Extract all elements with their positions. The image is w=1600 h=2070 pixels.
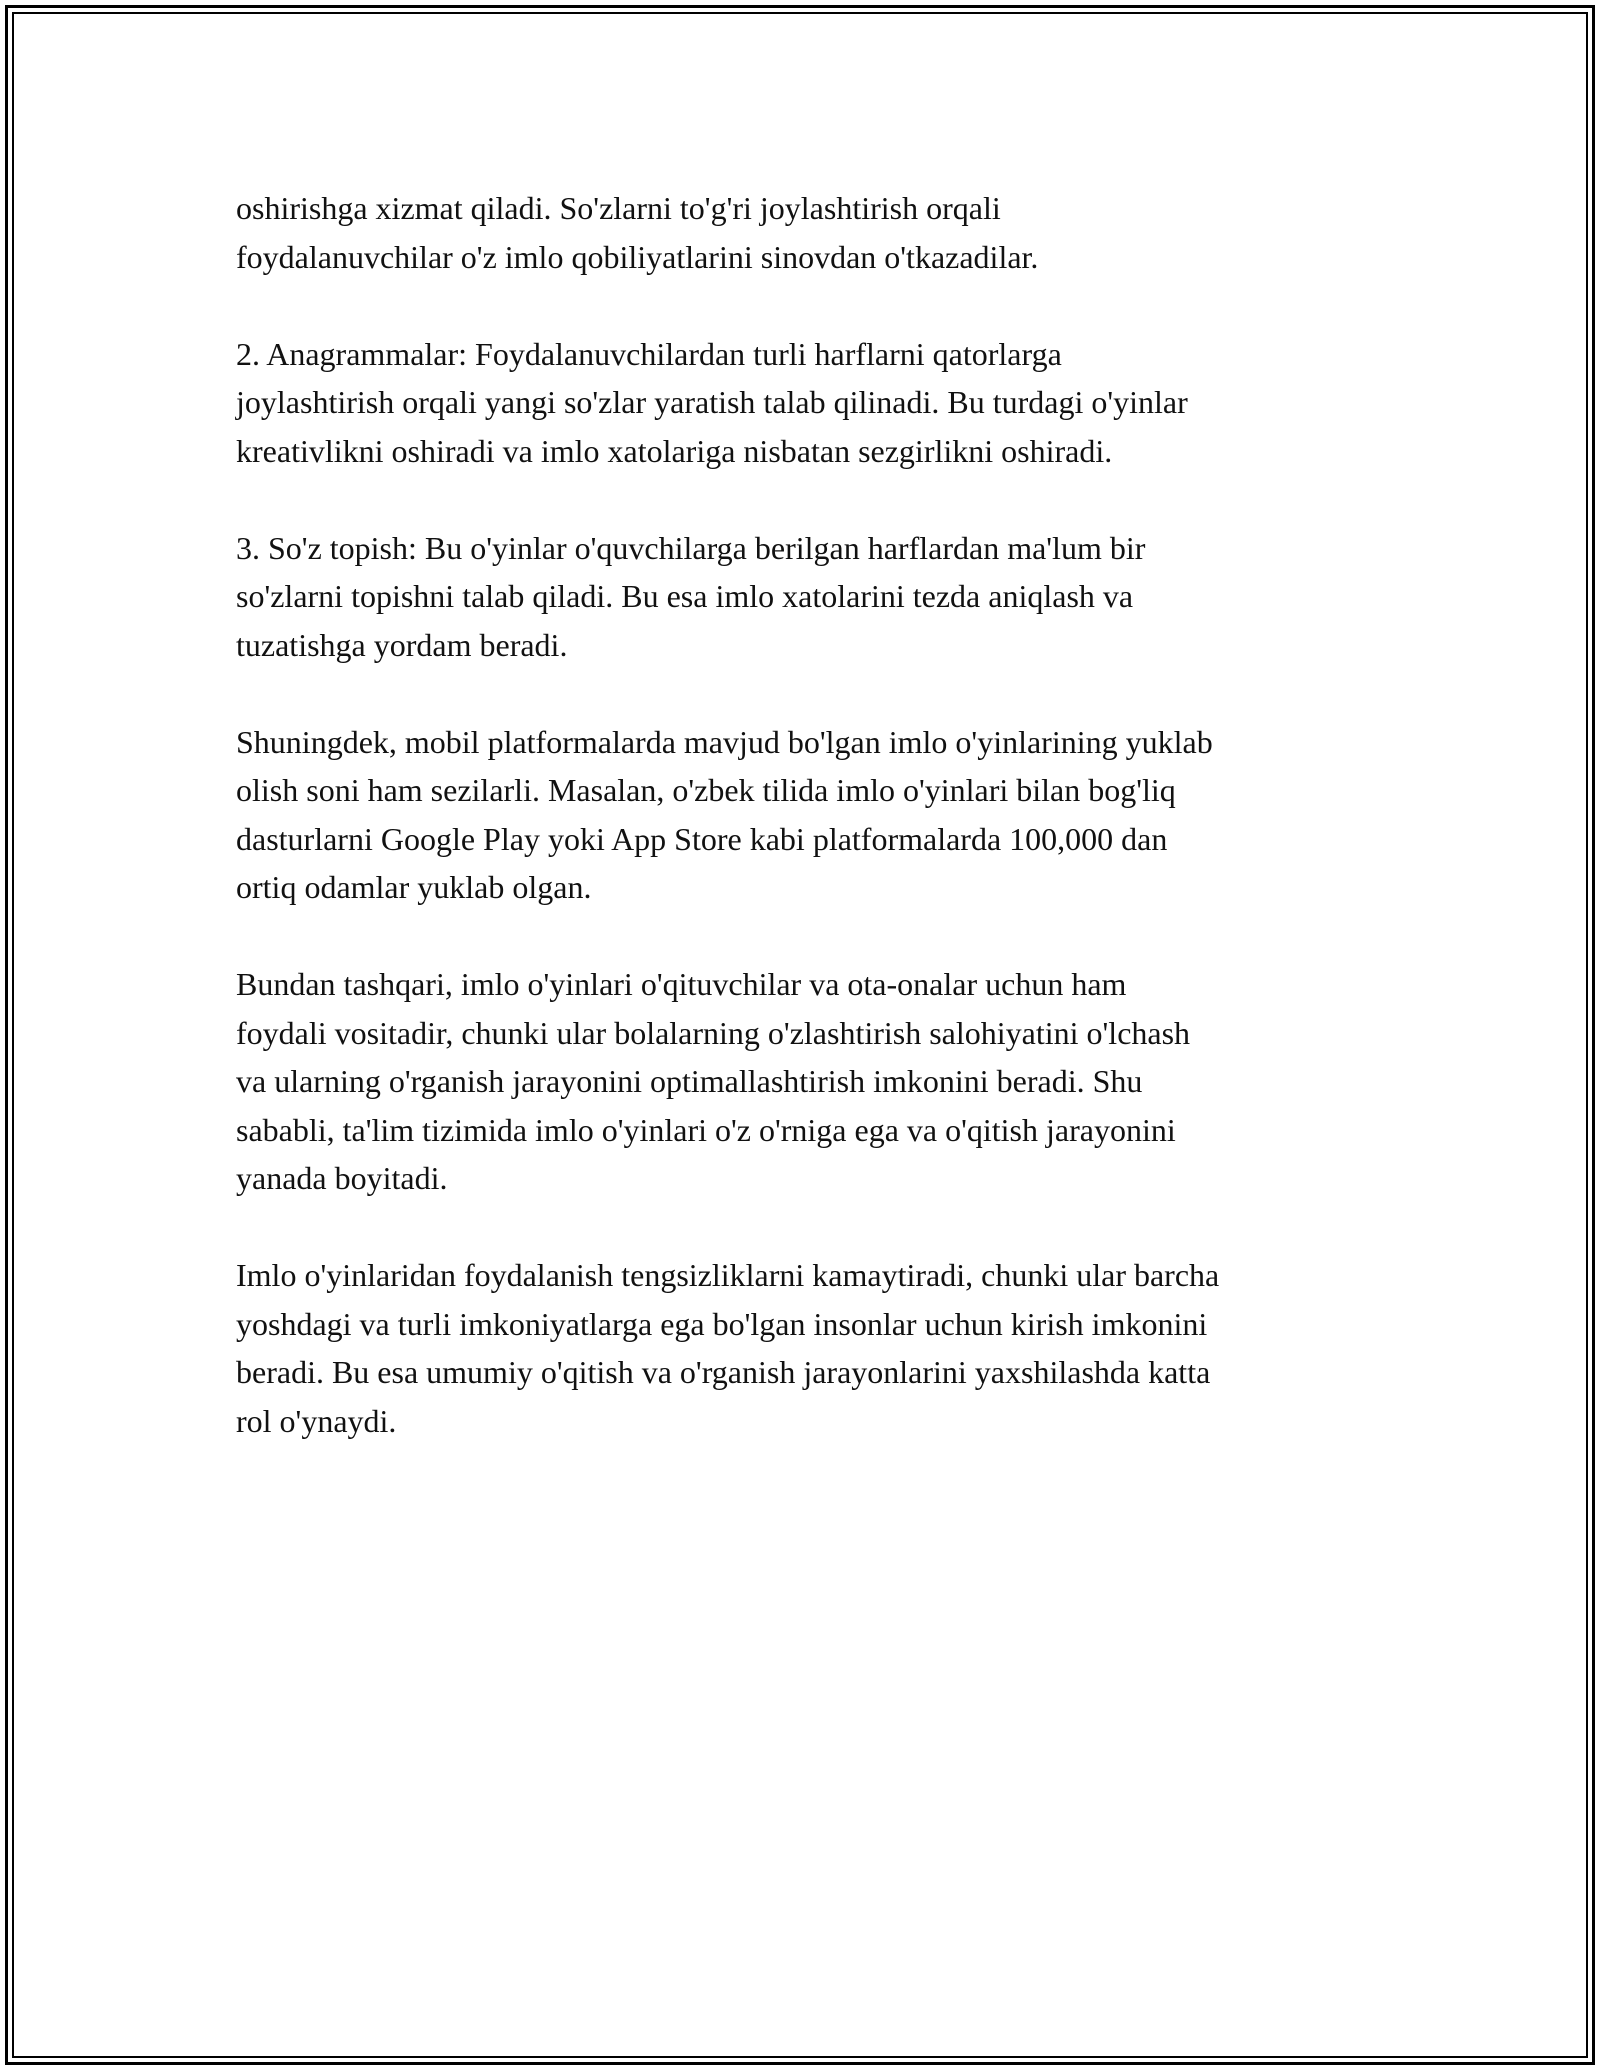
paragraph-line: yanada boyitadi. <box>236 1160 448 1196</box>
paragraph-line: beradi. Bu esa umumiy o'qitish va o'rganish jarayonlarini yaxshilashda katta <box>236 1354 1211 1390</box>
paragraph-line: dasturlarni Google Play yoki App Store kabi platformalarda 100,000 dan <box>236 820 1168 857</box>
paragraph-line: ortiq odamlar yuklab olgan. <box>236 869 592 905</box>
paragraph-line: so'zlarni topishni talab qiladi. Bu esa imlo xatolarini tezda aniqlash va <box>236 578 1134 614</box>
paragraph-line: 2. Anagrammalar: Foydalanuvchilardan turli harflarni qatorlarga <box>236 335 1062 372</box>
paragraph-line: Shuningdek, mobil platformalarda mavjud bo'lgan imlo o'yinlarining yuklab <box>236 723 1213 760</box>
paragraph-line: Bundan tashqari, imlo o'yinlari o'qituvchilar va ota-onalar uchun ham <box>236 966 1127 1002</box>
paragraph-line: kreativlikni oshiradi va imlo xatolariga nisbatan sezgirlikni oshiradi. <box>236 432 1113 469</box>
paragraph-line: Imlo o'yinlaridan foydalanish tengsizliklarni kamaytiradi, chunki ular barcha <box>236 1257 1220 1293</box>
paragraph-line: yoshdagi va turli imkoniyatlarga ega bo'lgan insonlar uchun kirish imkonini <box>236 1305 1208 1342</box>
paragraph-5-bundan-tashqari <box>236 960 1376 1203</box>
paragraph-6-imlo-oyinlaridan <box>236 1251 1376 1445</box>
paragraph-line: oshirishga xizmat qiladi. So'zlarni to'g'ri joylashtirish orqali <box>236 190 1001 226</box>
paragraph-1 <box>236 184 1376 281</box>
paragraph-line: olish soni ham sezilarli. Masalan, o'zbek tilida imlo o'yinlari bilan bog'liq <box>236 772 1176 808</box>
paragraph-line: rol o'ynaydi. <box>236 1402 397 1439</box>
paragraph-4-shuningdek <box>236 718 1376 912</box>
paragraph-3-soz-topish <box>236 524 1376 670</box>
paragraph-line: joylashtirish orqali yangi so'zlar yaratish talab qilinadi. Bu turdagi o'yinlar <box>236 384 1188 420</box>
paragraph-2-anagrammalar <box>236 330 1376 476</box>
paragraph-line: va ularning o'rganish jarayonini optimallashtirish imkonini beradi. Shu <box>236 1063 1143 1099</box>
document-body <box>236 184 1376 1494</box>
paragraph-line: tuzatishga yordam beradi. <box>236 626 568 663</box>
paragraph-line: foydali vositadir, chunki ular bolalarning o'zlashtirish salohiyatini o'lchash <box>236 1014 1191 1051</box>
paragraph-line: foydalanuvchilar o'z imlo qobiliyatlarini sinovdan o'tkazadilar. <box>236 238 1039 275</box>
paragraph-line: sababli, ta'lim tizimida imlo o'yinlari o'z o'rniga ega va o'qitish jarayonini <box>236 1111 1176 1148</box>
paragraph-line: 3. So'z topish: Bu o'yinlar o'quvchilarga berilgan harflardan ma'lum bir <box>236 529 1146 566</box>
